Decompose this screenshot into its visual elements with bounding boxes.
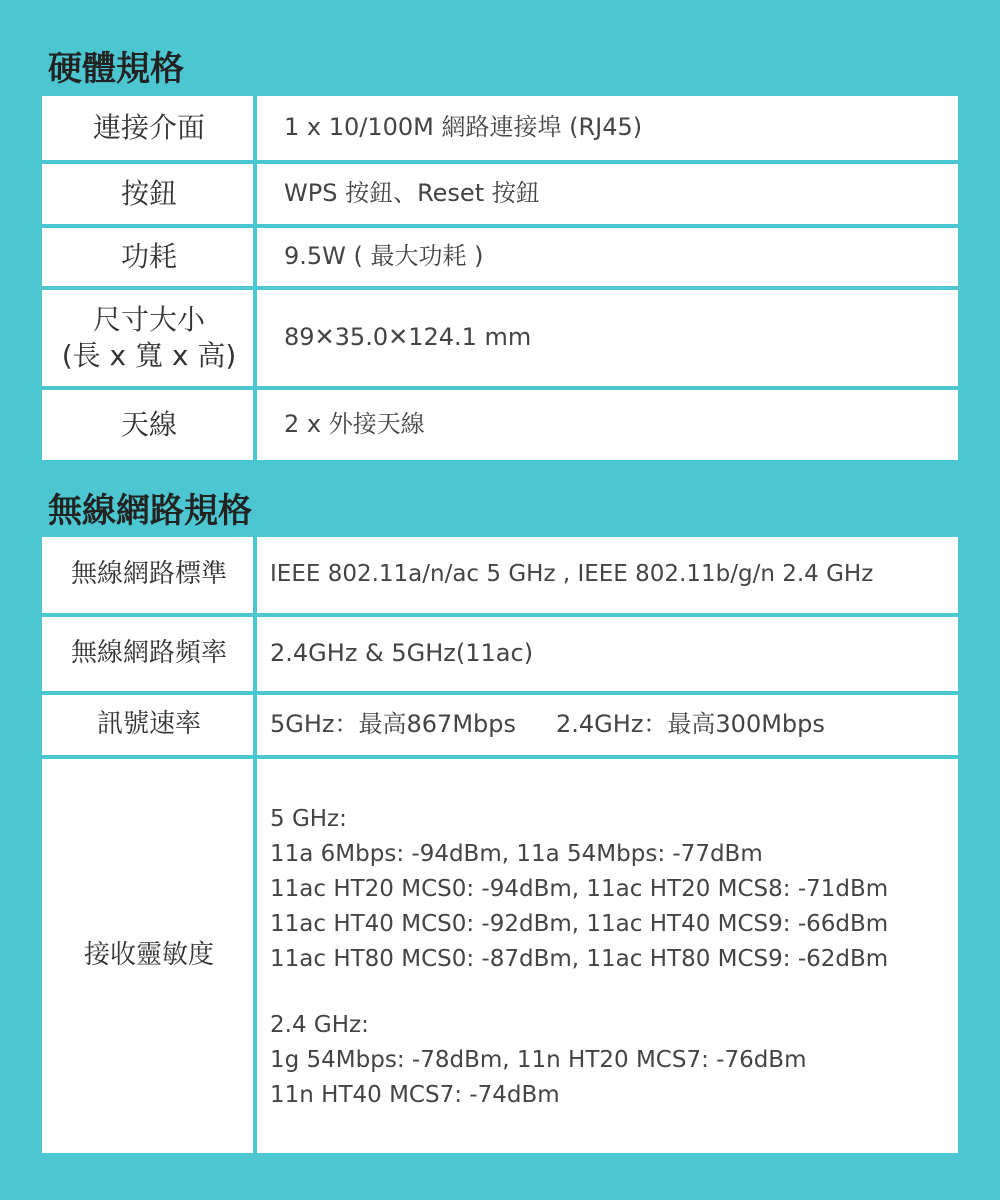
sensitivity-value [256, 759, 958, 1153]
row-divider [42, 386, 958, 390]
spec-row-buttons [42, 164, 958, 224]
row-divider [42, 755, 958, 759]
spec-value: 89✕35.0✕124.1 mm [284, 323, 532, 352]
spec-row-sensitivity [42, 759, 958, 1153]
sensitivity-line: 11n HT40 MCS7: -74dBm [270, 1081, 560, 1108]
sensitivity-line: 11ac HT20 MCS0: -94dBm, 11ac HT20 MCS8: -71dBm [270, 875, 889, 902]
rate-item: 5GHz：最高867Mbps 2.4GHz：最高300Mbps [270, 710, 825, 739]
spec-label-line: 尺寸大小 [92, 302, 205, 336]
spacer [270, 977, 958, 1008]
row-divider [42, 160, 958, 164]
row-divider [42, 613, 958, 617]
spec-label: 無線網路頻率 [70, 638, 227, 669]
spec-value: 2 x 外接天線 [284, 410, 425, 439]
spec-label: 按鈕 [120, 176, 177, 210]
spec-label: 功耗 [120, 239, 177, 273]
spec-row-frequency [42, 617, 958, 691]
spec-label: 連接介面 [92, 110, 205, 144]
spec-row-interface [42, 96, 958, 160]
row-divider [42, 691, 958, 695]
sensitivity-line: 1g 54Mbps: -78dBm, 11n HT20 MCS7: -76dBm [270, 1046, 807, 1073]
spec-label: 接收靈敏度 [83, 940, 214, 971]
sensitivity-line: 2.4 GHz: [270, 1011, 369, 1038]
wireless-spec-table [42, 537, 958, 1153]
row-divider [42, 224, 958, 228]
spec-label: 訊號速率 [96, 709, 201, 740]
wireless-spec-title: 無線網路規格 [48, 491, 252, 531]
spec-value: 1 x 10/100M 網路連接埠 (RJ45) [284, 113, 643, 142]
spec-row-antenna [42, 390, 958, 460]
column-divider [253, 96, 257, 460]
spec-row-signal-rate [42, 695, 958, 755]
spec-value-rate [256, 695, 958, 755]
spec-label: 天線 [120, 407, 177, 441]
column-divider [253, 537, 257, 1153]
spec-label-dimensions [42, 290, 256, 386]
sensitivity-line: 11ac HT40 MCS0: -92dBm, 11ac HT40 MCS9: -66dBm [270, 910, 889, 937]
spec-value: IEEE 802.11a/n/ac 5 GHz , IEEE 802.11b/g/n 2.4 GHz [270, 561, 874, 588]
spec-label-line: (長 x 寬 x 高) [61, 339, 237, 372]
spec-value: 9.5W ( 最大功耗 ) [284, 242, 484, 271]
spec-value: WPS 按鈕、Reset 按鈕 [284, 179, 540, 208]
sensitivity-line: 11ac HT80 MCS0: -87dBm, 11ac HT80 MCS9: -62dBm [270, 945, 889, 972]
spec-value: 2.4GHz & 5GHz(11ac) [270, 639, 534, 668]
spec-row-standard [42, 537, 958, 613]
sensitivity-line: 11a 6Mbps: -94dBm, 11a 54Mbps: -77dBm [270, 840, 763, 867]
hardware-spec-table [42, 96, 958, 460]
spec-label: 無線網路標準 [70, 559, 227, 590]
hardware-spec-title: 硬體規格 [48, 49, 184, 89]
sensitivity-line: 5 GHz: [270, 805, 347, 832]
row-divider [42, 286, 958, 290]
spec-row-dimensions [42, 290, 958, 386]
spec-row-power [42, 228, 958, 286]
